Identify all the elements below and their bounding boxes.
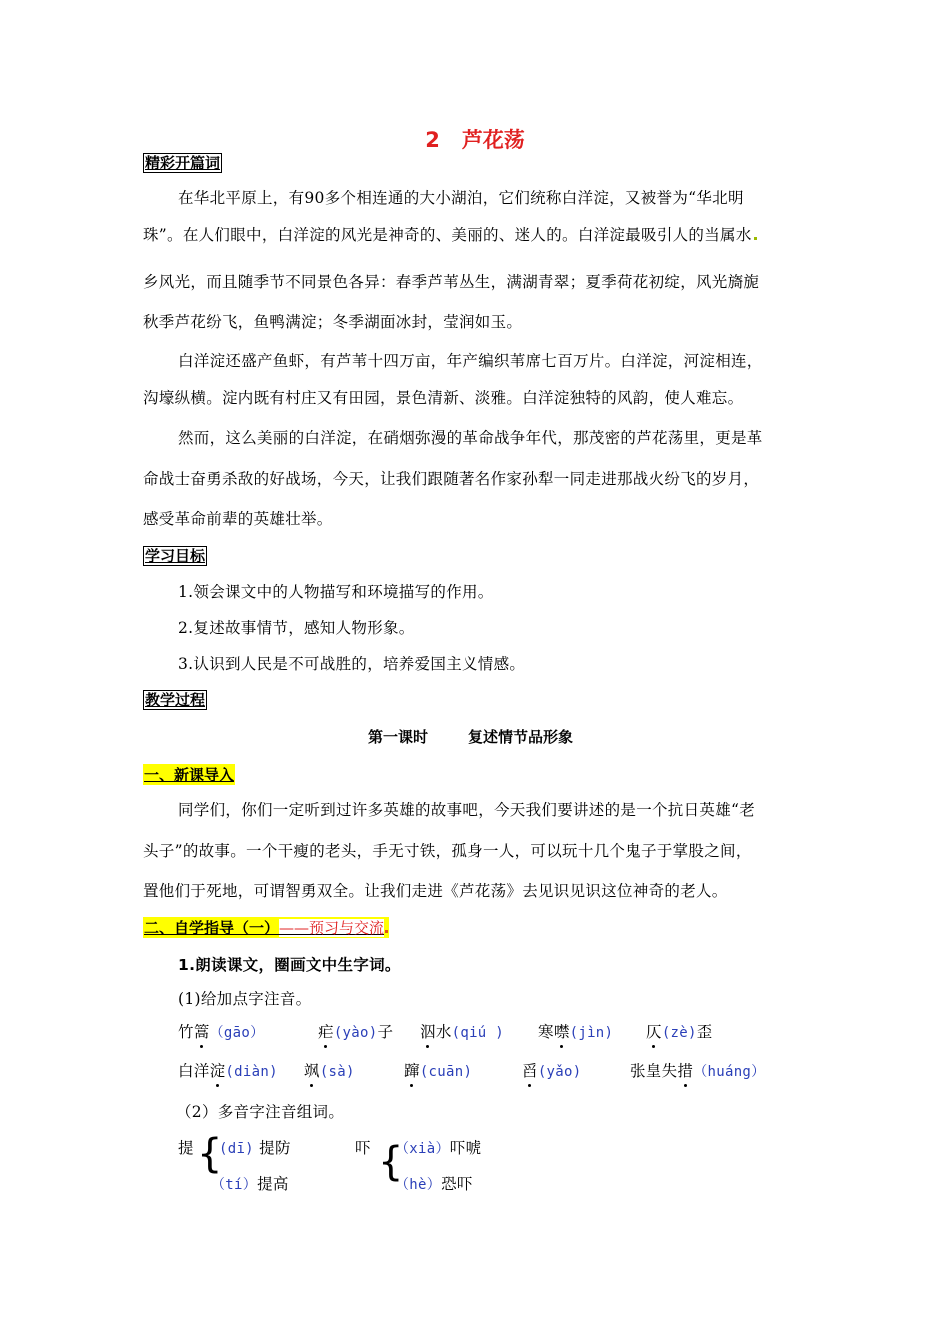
polyphone-char: 提 (178, 1139, 194, 1157)
section-opening: 精彩开篇词 (145, 154, 221, 172)
brace-icon: { (197, 1131, 223, 1177)
step1-heading: 一、新课导入 (144, 766, 235, 784)
step1-line-3: 置他们于死地，可谓智勇双全。让我们走进《芦花荡》去见识见识这位神奇的老人。 (143, 882, 728, 900)
pinyin-item: 疟(yào)子 (318, 1023, 394, 1041)
polyphone-reading: (dī) 提防 (219, 1139, 291, 1157)
section-process: 教学过程 (145, 691, 206, 709)
step2-sub1: (1)给加点字注音。 (178, 990, 312, 1008)
pinyin-item: 仄(zè)歪 (646, 1023, 713, 1041)
title-number: 2 (425, 128, 440, 152)
step1-line-1: 同学们，你们一定听到过许多英雄的故事吧，今天我们要讲述的是一个抗日英雄“老 (178, 801, 756, 819)
pinyin-item: 舀(yǎo) (522, 1062, 582, 1080)
opening-line-2: 珠”。在人们眼中，白洋淀的风光是神奇的、美丽的、迷人的。白洋淀最吸引人的当属水 (143, 225, 757, 245)
goal-item: 1.领会课文中的人物描写和环境描写的作用。 (178, 583, 494, 601)
opening-line-5: 白洋淀还盛产鱼虾，有芦苇十四万亩，年产编织苇席七百万片。白洋淀，河淀相连， (178, 352, 763, 370)
pinyin-item: 飒(sà) (304, 1062, 355, 1080)
brace-icon: { (378, 1139, 404, 1185)
opening-line-3: 乡风光，而且随季节不同景色各异：春季芦苇丛生，满湖青翠；夏季荷花初绽，风光旖旎 (143, 273, 760, 291)
section-goals: 学习目标 (145, 547, 206, 565)
opening-line-7: 然而，这么美丽的白洋淀，在硝烟弥漫的革命战争年代，那茂密的芦花荡里，更是革 (178, 429, 763, 447)
step2-heading: 二、自学指导（一）——预习与交流 (143, 917, 389, 938)
pinyin-item: 张皇失措（huáng） (630, 1062, 766, 1080)
goal-item: 2.复述故事情节，感知人物形象。 (178, 619, 415, 637)
goal-item: 3.认识到人民是不可战胜的，培养爱国主义情感。 (178, 655, 526, 673)
pinyin-item: 白洋淀(diàn) (178, 1062, 278, 1080)
opening-line-4: 秋季芦花纷飞，鱼鸭满淀；冬季湖面冰封，莹润如玉。 (143, 313, 523, 331)
pinyin-item: 竹篙（gāo） (178, 1023, 265, 1041)
polyphone-reading: （xià）吓唬 (395, 1139, 482, 1157)
pinyin-item: 泅水(qiú ) (420, 1023, 504, 1041)
step2-heading-tail: ——预习与交流 (279, 919, 385, 937)
opening-line-8: 命战士奋勇杀敌的好战场，今天，让我们跟随著名作家孙犁一同走进那战火纷飞的岁月， (143, 470, 760, 488)
lesson-heading: 第一课时 复述情节品形象 (368, 728, 574, 746)
opening-line-6: 沟壕纵横。淀内既有村庄又有田园，景色清新、淡雅。白洋淀独特的风韵，使人难忘。 (143, 389, 744, 407)
pinyin-item: 蹿(cuān) (404, 1062, 473, 1080)
opening-line-1: 在华北平原上，有90多个相连通的大小湖泊，它们统称白洋淀，又被誉为“华北明 (178, 189, 744, 207)
step1-line-2: 头子”的故事。一个干瘦的老头，手无寸铁，孤身一人，可以玩十几个鬼子于掌股之间， (143, 842, 752, 860)
polyphone-reading: （hè）恐吓 (395, 1175, 473, 1193)
page-title (0, 124, 950, 154)
step2-sub2: （2）多音字注音组词。 (176, 1103, 345, 1121)
polyphone-char: 吓 (355, 1139, 371, 1157)
opening-line-9: 感受革命前辈的英雄壮举。 (143, 510, 333, 528)
step2-task: 1.朗读课文，圈画文中生字词。 (178, 956, 401, 974)
pinyin-item: 寒噤(jìn) (538, 1023, 614, 1041)
title-text: 芦花荡 (461, 128, 525, 152)
polyphone-reading: （tí）提高 (211, 1175, 289, 1193)
